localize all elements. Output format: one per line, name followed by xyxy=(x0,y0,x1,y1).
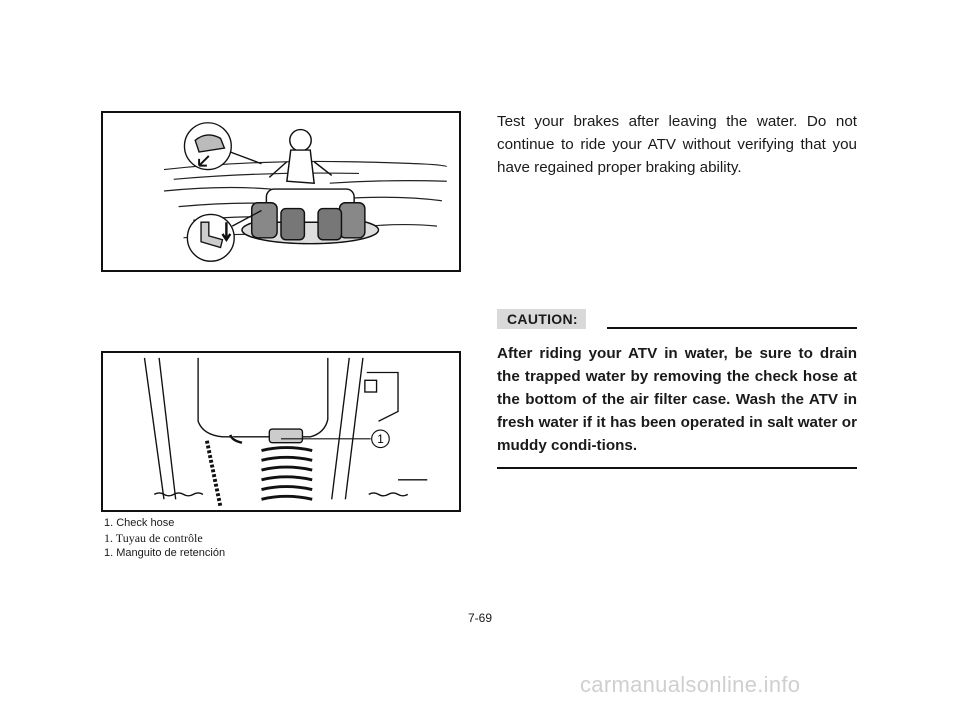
caution-rule-top xyxy=(607,327,857,329)
caution-label: CAUTION: xyxy=(497,309,586,329)
callout-number: 1 xyxy=(377,433,384,447)
page-number: 7-69 xyxy=(467,611,493,625)
watermark: carmanualsonline.info xyxy=(580,672,801,697)
caution-rule-bottom xyxy=(497,467,857,469)
caption-english: 1. Check hose xyxy=(104,517,175,529)
brake-test-paragraph: Test your brakes after leaving the water. Do not continue to ride your ATV without verifying that you have regained proper braking ability. xyxy=(497,113,857,176)
caution-paragraph: After riding your ATV in water, be sure to drain the trapped water by removing the check hose at the bottom of the air filter case. Wash the ATV in fresh water if it has been operated in salt water or muddy condi-tions. xyxy=(497,345,857,454)
check-hose-illustration xyxy=(101,351,461,512)
caption-french: 1. Tuyau de contrôle xyxy=(104,531,203,545)
caution-heading xyxy=(497,309,857,331)
check-hose-drawing xyxy=(103,353,459,510)
atv-water-illustration xyxy=(101,111,461,272)
atv-water-drawing xyxy=(103,113,459,270)
caption-spanish: 1. Manguito de retención xyxy=(104,547,226,559)
figure-captions xyxy=(104,516,225,561)
